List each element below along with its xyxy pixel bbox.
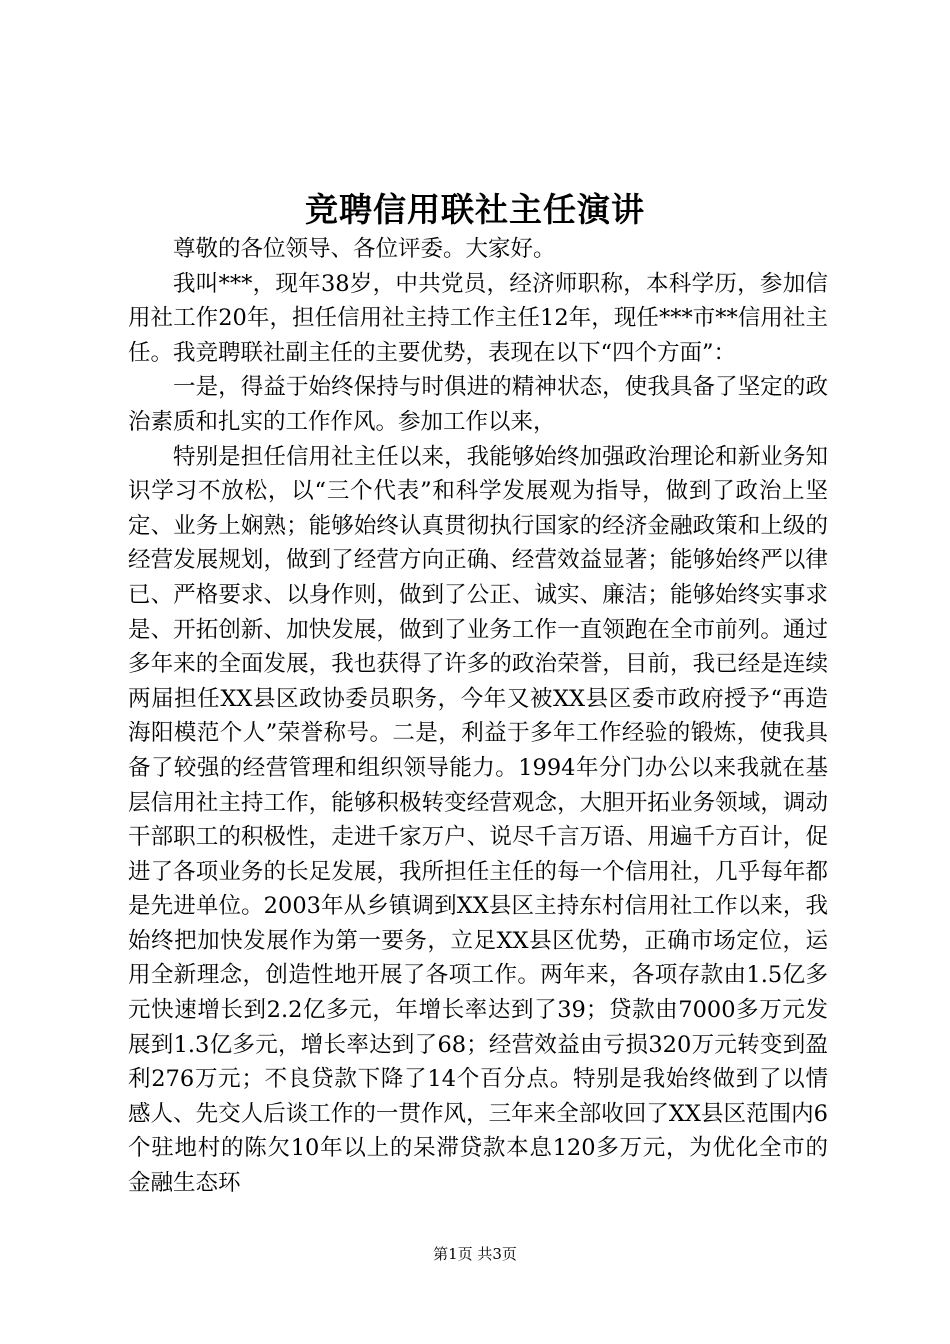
document-title: 竞聘信用联社主任演讲 xyxy=(305,190,645,229)
paragraph-point-one: 一是，得益于始终保持与时俱进的精神状态，使我具备了坚定的政治素质和扎实的工作作风。参加工作以来， xyxy=(128,374,828,435)
page-footer: 第1页 共3页 xyxy=(433,1245,517,1263)
document-body xyxy=(128,232,828,1201)
paragraph-details: 特别是担任信用社主任以来，我能够始终加强政治理论和新业务知识学习不放松，以“三个代表”和科学发展观为指导，做到了政治上坚定、业务上娴熟；能够始终认真贯彻执行国家的经济金融政策和上级的经营发展规划，做到了经营方向正确、经营效益显著；能够始终严以律已、严格要求、以身作则，做到了公正、诚实、廉洁；能够始终实事求是、开拓创新、加快发展，做到了业务工作一直领跑在全市前列。通过多年来的全面发展，我也获得了许多的政治荣誉，目前，我已经是连续两届担任XX县区政协委员职务，今年又被XX县区委市政府授予“再造海阳模范个人”荣誉称号。二是，利益于多年工作经验的锻炼，使我具备了较强的经营管理和组织领导能力。1994年分门办公以来我就在基层信用社主持工作，能够积极转变经营观念，大胆开拓业务领域，调动干部职工的积极性，走进千家万户、说尽千言万语、用遍千方百计，促进了各项业务的长足发展，我所担任主任的每一个信用社，几乎每年都是先进单位。2003年从乡镇调到XX县区主持东村信用社工作以来，我始终把加快发展作为第一要务，立足XX县区优势，正确市场定位，运用全新理念，创造性地开展了各项工作。两年来，各项存款由1.5亿多元快速增长到2.2亿多元，年增长率达到了39；贷款由7000多万元发展到1.3亿多元，增长率达到了68；经营效益由亏损320万元转变到盈利276万元；不良贷款下降了14个百分点。特别是我始终做到了以情感人、先交人后谈工作的一贯作风，三年来全部收回了XX县区范围内6个驻地村的陈欠10年以上的呆滞贷款本息120多万元，为优化全市的金融生态环 xyxy=(128,443,828,1197)
paragraph-introduction: 我叫***，现年38岁，中共党员，经济师职称，本科学历，参加信用社工作20年，担任信用社主持工作主任12年，现任***市**信用社主任。我竞聘联社副主任的主要优势，表现在以下“四个方面”： xyxy=(128,270,828,366)
paragraph-greeting: 尊敬的各位领导、各位评委。大家好。 xyxy=(173,236,556,262)
